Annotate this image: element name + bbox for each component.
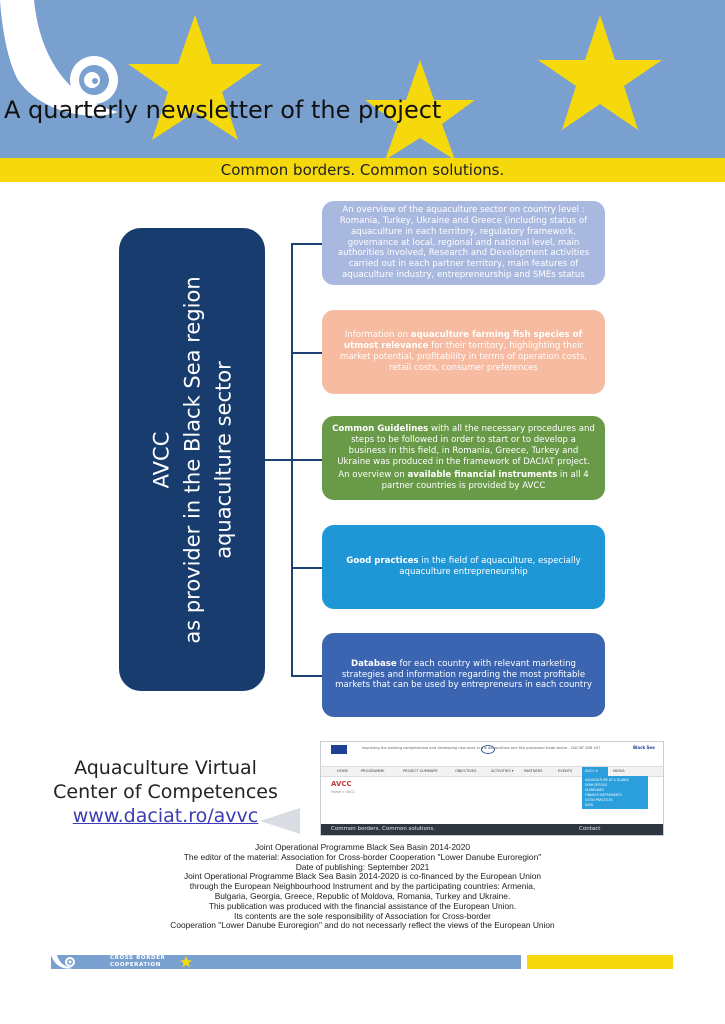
box-text: An overview of the aquaculture sector on country level : Romania, Turkey, Ukraine and Greece (including status of aquaculture in each territory, regulatory framework, governance at local, regional and national level, main authorities involved, Research and Development activities carried out in each partner territory, main features of aquaculture industry, entrepreneurship and SMEs status [337, 205, 590, 280]
website-footer [321, 824, 663, 835]
website-screenshot [320, 741, 664, 836]
box-database [322, 633, 605, 717]
swirl-logo-small-icon [51, 955, 111, 969]
footer-line: through the European Neighbourhood Instrument and by the participating countries: Armenia, [189, 881, 536, 892]
connector-branch [291, 675, 322, 677]
box-text: Database for each country with relevant marketing strategies and information regarding the most profitable markets that can be used by entrepreneurs in each country [335, 658, 592, 691]
website-page-title: AVCC [331, 780, 352, 788]
nav-item[interactable]: MEDIA [613, 769, 625, 773]
footer-line: Bulgaria, Georgia, Greece, Republic of Moldova, Romania, Turkey and Ukraine. [214, 890, 511, 901]
footer-line: The editor of the material: Association for Cross-border Cooperation "Lower Danube Euroregion" [183, 851, 542, 862]
footer-line: Joint Operational Programme Black Sea Basin 2014-2020 [254, 842, 471, 852]
box-text: Common Guidelines with all the necessary procedures and steps to be followed in order to start or to develop a business in this field, in Romania, Greece, Turkey and Ukraine was produced in the framework of DACIAT project. [332, 424, 595, 467]
cross-border-label: CROSS BORDER COOPERATION [110, 955, 166, 968]
website-footer-left: Common borders. Common solutions. [331, 826, 435, 832]
footer-line: Joint Operational Programme Black Sea Basin 2014-2020 is co-financed by the European Union [183, 871, 542, 882]
connector-branch [291, 567, 322, 569]
eu-flag-icon [331, 745, 347, 754]
dropdown-item[interactable]: GOOD PRACTICES [585, 798, 613, 802]
box-good-practices [322, 525, 605, 609]
footer-disclaimer [90, 843, 635, 931]
star-icon [179, 955, 193, 969]
box-text: An overview on available financial instruments in all 4 partner countries is provided by AVCC [338, 470, 589, 492]
connector-branch [291, 352, 322, 354]
nav-item[interactable]: PROGRAMME [361, 769, 385, 773]
connector-horizontal [265, 459, 292, 461]
footer-line: This publication was produced with the financial assistance of the European Union. [208, 900, 517, 911]
header-banner [0, 0, 725, 158]
box-fish-species [322, 310, 605, 394]
website-banner: Improving the existing competencies and developing new ones in the aquaculture and fish processed trade sector - DACIAT BSB 407 [361, 746, 601, 750]
box-text: Good practices in the field of aquaculture, especially aquaculture entrepreneurship [346, 556, 581, 577]
header-decoration [0, 0, 725, 158]
avcc-vertical-title [123, 229, 263, 692]
website-dropdown [582, 776, 648, 809]
footer-line: Its contents are the sole responsibility of Association for Cross-border [234, 910, 491, 921]
nav-item[interactable]: PROJECT SUMMARY [403, 769, 438, 773]
website-footer-right: Contact [579, 826, 601, 832]
website-breadcrumb[interactable]: Home > AVCC [331, 790, 356, 794]
connector-branch [291, 459, 322, 461]
footer-line: Date of publishing: September 2021 [295, 861, 430, 872]
avcc-subtitle-line1: as provider in the Black Sea region [180, 276, 204, 644]
nav-item[interactable]: EVENTS [558, 769, 573, 773]
box-text: Information on aquaculture farming fish species of utmost relevance for their territory, highlighting their market potential, profitability in terms of operation costs, retail costs, consumer preferences [339, 330, 588, 373]
nav-item[interactable]: PARTNERS [524, 769, 543, 773]
dropdown-item[interactable]: FARM SPECIES [585, 783, 608, 787]
star-icon [538, 15, 662, 130]
dropdown-item[interactable]: AQUACULTURE AT A GLANCE [585, 778, 630, 782]
avcc-link[interactable]: www.daciat.ro/avvc [72, 805, 259, 827]
box-sector-overview [322, 201, 605, 285]
dropdown-item[interactable]: DATA [585, 803, 593, 807]
center-name-line1: Aquaculture Virtual [74, 757, 257, 779]
pointer-arrow [260, 808, 300, 834]
newsletter-title: A quarterly newsletter of the project [4, 96, 442, 124]
website-brand: Black Sea [633, 745, 655, 750]
daciat-logo-icon [481, 745, 495, 754]
connector-branch [291, 243, 322, 245]
avcc-subtitle-line2: aquaculture sector [211, 361, 235, 559]
center-name-line2: Center of Competences [53, 781, 278, 803]
nav-item[interactable]: ACTIVITIES ▾ [491, 769, 514, 773]
nav-item-active[interactable]: AVCC ▾ [585, 769, 598, 773]
avcc-title: AVCC [149, 431, 173, 489]
dropdown-item[interactable]: GUIDELINES [585, 788, 604, 792]
footer-line: Cooperation "Lower Danube Euroregion" and do not necessarly reflect the views of the European Union [170, 920, 555, 931]
dropdown-item[interactable]: FINANCE INSTRUMENTS [585, 793, 622, 797]
box-common-guidelines [322, 416, 605, 500]
tagline: Common borders. Common solutions. [220, 161, 505, 179]
bottom-bar-yellow [527, 955, 673, 969]
nav-item[interactable]: OBJECTIVES [455, 769, 477, 773]
nav-item[interactable]: HOME [337, 769, 348, 773]
